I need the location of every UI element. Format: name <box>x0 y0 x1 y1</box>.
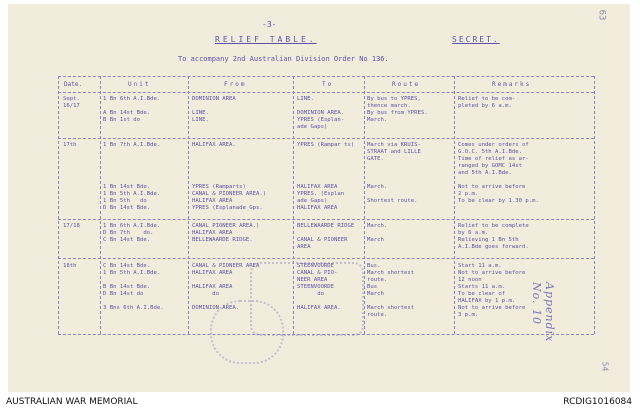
row-3-from: CANAL PIONEER AREA.) HALIFAX AREA BELLEWAARDE RIDGE. <box>192 223 260 243</box>
table-rule <box>454 76 455 334</box>
row-2-remarks: Comes under orders of G.O.C. 5th A.I.Bde. Time of relief as ar- ranged by GOMC 14st and 5th A.I.Bde. Not to arrive before 2 p.m. To be clear by 1.30 p.m. <box>458 142 539 204</box>
row-2-from: HALIFAX AREA. YPRES (Ramparts) CANAL & PIONEER AREA.) HALIFAX AREA YPRES (Esplanade Gps. <box>192 142 267 211</box>
institution-name: AUSTRALIAN WAR MEMORIAL <box>6 397 138 407</box>
table-rule <box>58 258 594 259</box>
row-3-to: BELLEWAARDE RIDGE CANAL & PIONEER AREA <box>297 223 355 250</box>
table-rule <box>58 334 594 335</box>
table-rule <box>58 76 594 77</box>
column-header-to: To <box>322 81 334 88</box>
folio-number-bottom: 54 <box>600 361 610 372</box>
row-3-route: March. March <box>367 223 388 243</box>
row-2-to: YPRES (Rampar ts) HALIFAX AREA YPRES. (Esplan ade Gaps) HALIFAX AREA <box>297 142 355 211</box>
row-3-unit: 1 Bn 6th A.I.Bde. D Bn 7th do. C Bn 14st Bde. <box>103 223 161 243</box>
row-4-date: 18th <box>63 263 77 269</box>
row-3-date: 17/18 <box>63 223 80 229</box>
table-rule <box>58 138 594 139</box>
table-rule <box>58 92 594 93</box>
row-1-remarks: Relief to be com- pleted by 6 a.m. <box>458 96 516 109</box>
document-title: RELIEF TABLE. <box>215 35 317 44</box>
column-header-route: Route <box>392 81 421 88</box>
row-1-from: DOMINION AREA LINE. LINE. <box>192 96 236 123</box>
document-subtitle: To accompany 2nd Australian Division Order No 136. <box>178 55 389 63</box>
archive-footer <box>0 394 640 412</box>
table-rule <box>100 76 101 334</box>
table-rule <box>58 219 594 220</box>
row-4-remarks: Start 11 a.m. Not to arrive before 12 noon Starts 11 a.m. To be clear of HALIFAX by 1 p.m. Not to arrive before 3 p.m. <box>458 263 526 318</box>
classification-label: SECRET. <box>452 35 500 44</box>
folio-number-top: 63 <box>596 9 607 21</box>
reference-number: RCDIG1016084 <box>563 397 632 407</box>
row-4-from: CANAL & PIONEER AREA HALIFAX AREA HALIFAX AREA do DOMINION AREA. <box>192 263 260 311</box>
column-header-remarks: Remarks <box>492 81 532 88</box>
row-1-to: LINE. DOMINION AREA. YPRES (Esplan- ade Gaps) <box>297 96 345 130</box>
table-rule <box>188 76 189 334</box>
table-rule <box>594 76 595 334</box>
row-3-remarks: Relief to be complete by 6 a.m. Relieving 1 Bn 5th A.I.Bde goes forward. <box>458 223 529 250</box>
column-header-from: From <box>224 81 247 88</box>
row-1-unit: 1 Bn 6th A.I.Bde. A Bn 14st Bde. B Bn 1st do <box>103 96 161 123</box>
column-header-date: Date. <box>64 81 83 88</box>
appendix-annotation: Appendix No. 10 <box>530 282 556 343</box>
page-number: -3- <box>262 20 277 29</box>
table-rule <box>364 76 365 334</box>
column-header-unit: Unit <box>128 81 151 88</box>
row-1-date: Sept. 16/17 <box>63 96 80 109</box>
row-4-route: Bus. March shortest route. Bus March March shortest route. <box>367 263 415 318</box>
table-rule <box>58 76 59 334</box>
row-4-to: STEENVOORDE CANAL & PIO- NEER AREA STEENVOORDE do HALIFAX AREA. <box>297 263 341 311</box>
row-1-route: By bus to YPRES, thence march. By bus from YPRES. March. <box>367 96 428 123</box>
table-rule <box>293 76 294 334</box>
row-2-unit: 1 Bn 7th A.I.Bde. 1 Bn 14st Bde. 1 Bn 5th A.I.Bde. 1 Bn 5th do D Bn 14st Bde. <box>103 142 161 211</box>
row-2-date: 17th <box>63 142 77 148</box>
row-2-route: March via KRUIS- STRAAT and LILLE GATE. March. Shortest route. <box>367 142 421 204</box>
row-4-unit: C Bn 14st Bde. 1 Bn 5th A.I.Bde. B Bn 14st Bde. D Bn 14st do 3 Bns 6th A.I.Bde. <box>103 263 164 311</box>
